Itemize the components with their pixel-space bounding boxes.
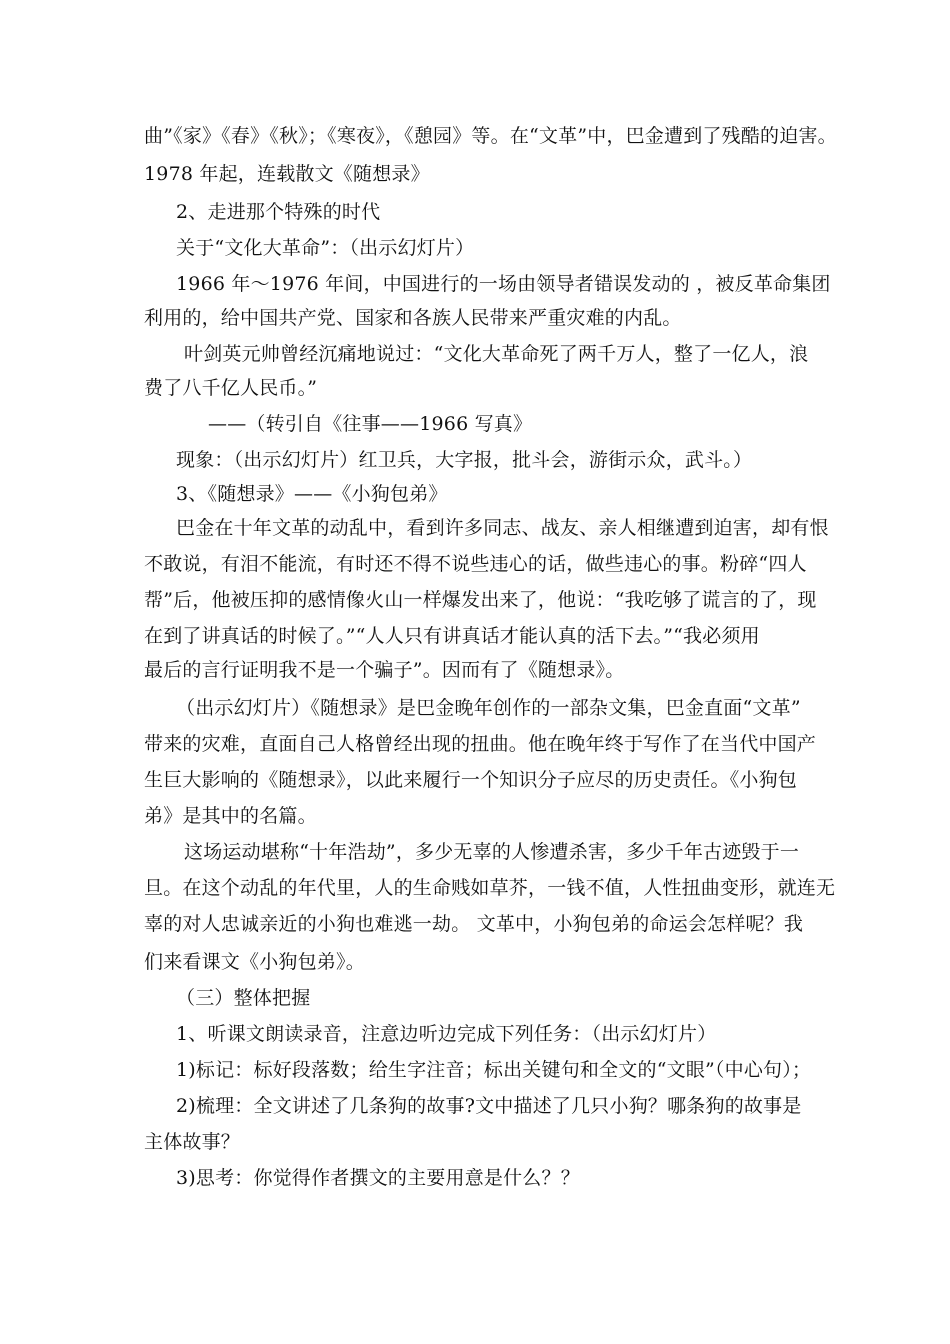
- text-line: 1966 年～1976 年间，中国进行的一场由领导者错误发动的 ，被反革命集团: [176, 273, 831, 295]
- text-line: 巴金在十年文革的动乱中，看到许多同志、战友、亲人相继遭到迫害，却有恨: [176, 517, 829, 539]
- text-line: 3)思考：你觉得作者撰文的主要用意是什么？？: [176, 1167, 580, 1189]
- text-line: 辜的对人忠诚亲近的小狗也难逃一劫。 文革中，小狗包弟的命运会怎样呢？我: [144, 913, 804, 935]
- text-line: 利用的，给中国共产党、国家和各族人民带来严重灾难的内乱。: [144, 307, 682, 329]
- text-line: 不敢说，有泪不能流，有时还不得不说些违心的话，做些违心的事。粉碎“四人: [144, 553, 807, 575]
- text-line: 1978 年起，连载散文《随想录》: [144, 163, 430, 185]
- text-line: 这场运动堪称“十年浩劫”，多少无辜的人惨遭杀害，多少千年古迹毁于一: [184, 841, 800, 863]
- text-line: 3、《随想录》——《小狗包弟》: [176, 483, 448, 505]
- text-line: 旦。在这个动乱的年代里，人的生命贱如草芥，一钱不值，人性扭曲变形，就连无: [144, 877, 836, 899]
- text-line: 2、走进那个特殊的时代: [176, 201, 381, 223]
- text-line: 帮”后，他被压抑的感情像火山一样爆发出来了，他说：“我吃够了谎言的了，现: [144, 589, 817, 611]
- text-line: 弟》是其中的名篇。: [144, 805, 317, 827]
- text-line: 1)标记：标好段落数；给生字注音；标出关键句和全文的“文眼”（中心句）；: [176, 1059, 812, 1081]
- text-line: 叶剑英元帅曾经沉痛地说过：“文化大革命死了两千万人，整了一亿人，浪: [184, 343, 809, 365]
- text-line: 在到了讲真话的时候了。”“人人只有讲真话才能认真的活下去。”“我必须用: [144, 625, 760, 647]
- text-line: （出示幻灯片）《随想录》是巴金晚年创作的一部杂文集，巴金直面“文革”: [176, 697, 801, 719]
- text-line: 关于“文化大革命”：（出示幻灯片）: [176, 237, 475, 259]
- text-line: 现象：（出示幻灯片）红卫兵，大字报，批斗会，游街示众，武斗。）: [176, 449, 753, 471]
- text-line: 曲”《家》《春》《秋》；《寒夜》，《憩园》等。在“文革”中，巴金遭到了残酷的迫害。: [144, 125, 837, 147]
- text-line: 生巨大影响的《随想录》，以此来履行一个知识分子应尽的历史责任。《小狗包: [144, 769, 798, 791]
- text-line: 2)梳理：全文讲述了几条狗的故事?文中描述了几只小狗？哪条狗的故事是: [176, 1095, 802, 1117]
- text-line: 最后的言行证明我不是一个骗子”。因而有了《随想录》。: [144, 659, 625, 681]
- text-line: ——（转引自《往事——1966 写真》: [208, 413, 533, 435]
- text-line: 费了八千亿人民币。”: [144, 377, 318, 399]
- section-heading: （三）整体把握: [176, 987, 311, 1009]
- text-line: 带来的灾难，直面自己人格曾经出现的扭曲。他在晚年终于写作了在当代中国产: [144, 733, 817, 755]
- text-line: 主体故事？: [144, 1131, 241, 1153]
- text-line: 1、听课文朗读录音，注意边听边完成下列任务：（出示幻灯片）: [176, 1023, 717, 1045]
- text-line: 们来看课文《小狗包弟》。: [144, 951, 365, 973]
